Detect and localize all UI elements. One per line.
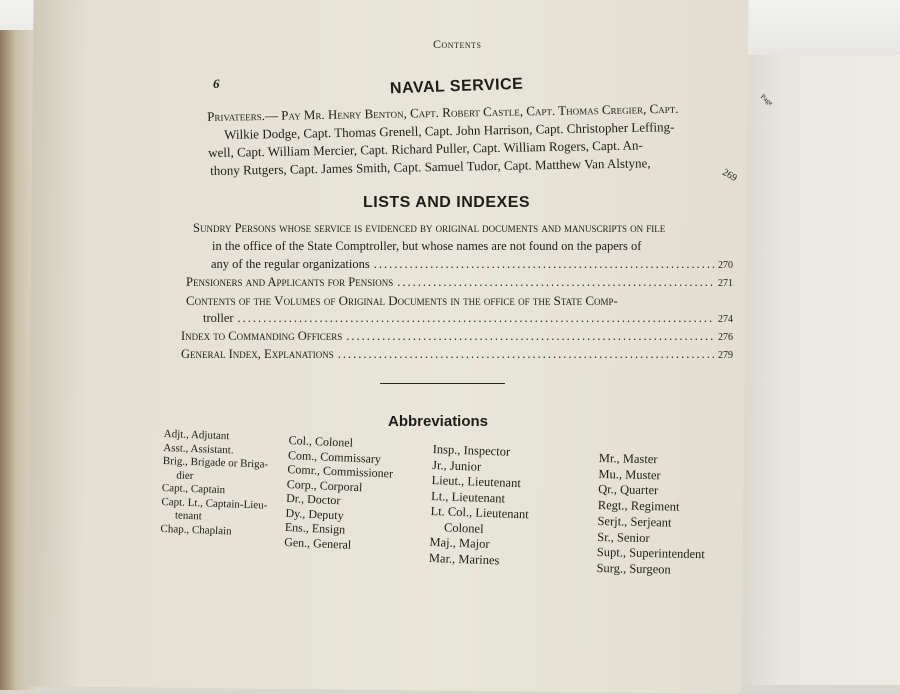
facing-page xyxy=(735,55,900,685)
toc-entry-general-index xyxy=(181,346,732,363)
toc-page-271: 271 xyxy=(718,278,733,289)
abbreviations-column-1: Adjt., Adjutant Asst., Assistant. Brig., Brigade or Briga- dier Capt., Captain Capt. Lt., Captain-Lieu- tenant Chap., Chaplain xyxy=(160,428,269,537)
dot-leader xyxy=(374,256,714,273)
divider-rule xyxy=(380,383,505,384)
page-number: 6 xyxy=(213,76,220,91)
toc-page-279: 279 xyxy=(718,350,733,361)
toc-entry-index-officers xyxy=(181,328,732,345)
naval-line-1: Privateers.— Pay Mr. Henry Benton, Capt. Robert Castle, Capt. Thomas Cregier, Capt. xyxy=(207,100,679,124)
page-label: Page xyxy=(759,92,775,108)
naval-line-2: Wilkie Dodge, Capt. Thomas Grenell, Capt. John Harrison, Capt. Christopher Leffing- xyxy=(224,119,675,142)
dot-leader xyxy=(397,274,714,291)
toc-page-270: 270 xyxy=(718,260,733,271)
toc-page-274: 274 xyxy=(718,314,733,325)
toc-entry-label: Index to Commanding Officers xyxy=(181,329,343,343)
running-head: Contents xyxy=(433,37,482,51)
toc-entry-label: Pensioners and Applicants for Pensions xyxy=(186,275,394,289)
naval-line-3: well, Capt. William Mercier, Capt. Richard Puller, Capt. William Rogers, Capt. An- xyxy=(208,137,643,160)
toc-entry-contents-2 xyxy=(203,310,732,327)
toc-entry-sundry-1: Sundry Persons whose service is evidenced by original documents and manuscripts on file xyxy=(193,221,666,235)
naval-page: 269 xyxy=(720,166,739,185)
abbreviations-column-4: Mr., Master Mu., Muster Qr., Quarter Regt., Regiment Serjt., Serjeant Sr., Senior Supt., Superintendent Surg., Surgeon xyxy=(596,451,705,577)
dot-leader xyxy=(346,328,714,345)
naval-service-heading: NAVAL SERVICE xyxy=(389,75,524,98)
toc-entry-pensioners xyxy=(186,274,732,291)
abbreviations-column-2: Col., Colonel Com., Commissary Comr., Commissioner Corp., Corporal Dr., Doctor Dy., Deputy Ens., Ensign Gen., General xyxy=(283,433,394,552)
toc-entry-label: any of the regular organizations xyxy=(211,257,370,271)
dot-leader xyxy=(338,346,714,363)
lists-heading: LISTS AND INDEXES xyxy=(363,194,531,211)
toc-entry-contents-1: Contents of the Volumes of Original Documents in the office of the State Comp- xyxy=(186,293,618,308)
toc-entry-sundry-3 xyxy=(211,256,732,273)
naval-line-4: thony Rutgers, Capt. James Smith, Capt. Samuel Tudor, Capt. Matthew Van Alstyne, xyxy=(210,155,651,178)
toc-page-276: 276 xyxy=(718,332,733,343)
toc-entry-sundry-2: in the office of the State Comptroller, but whose names are not found on the papers of xyxy=(212,239,642,253)
toc-entry-label: General Index, Explanations xyxy=(181,347,334,361)
abbreviations-column-3: Insp., Inspector Jr., Junior Lieut., Lieutenant Lt., Lieutenant Lt. Col., Lieutenant Colonel Maj., Major Mar., Marines xyxy=(428,442,530,567)
toc-entry-label: troller xyxy=(203,311,234,325)
abbreviations-heading: Abbreviations xyxy=(388,413,489,430)
dot-leader xyxy=(238,310,714,327)
